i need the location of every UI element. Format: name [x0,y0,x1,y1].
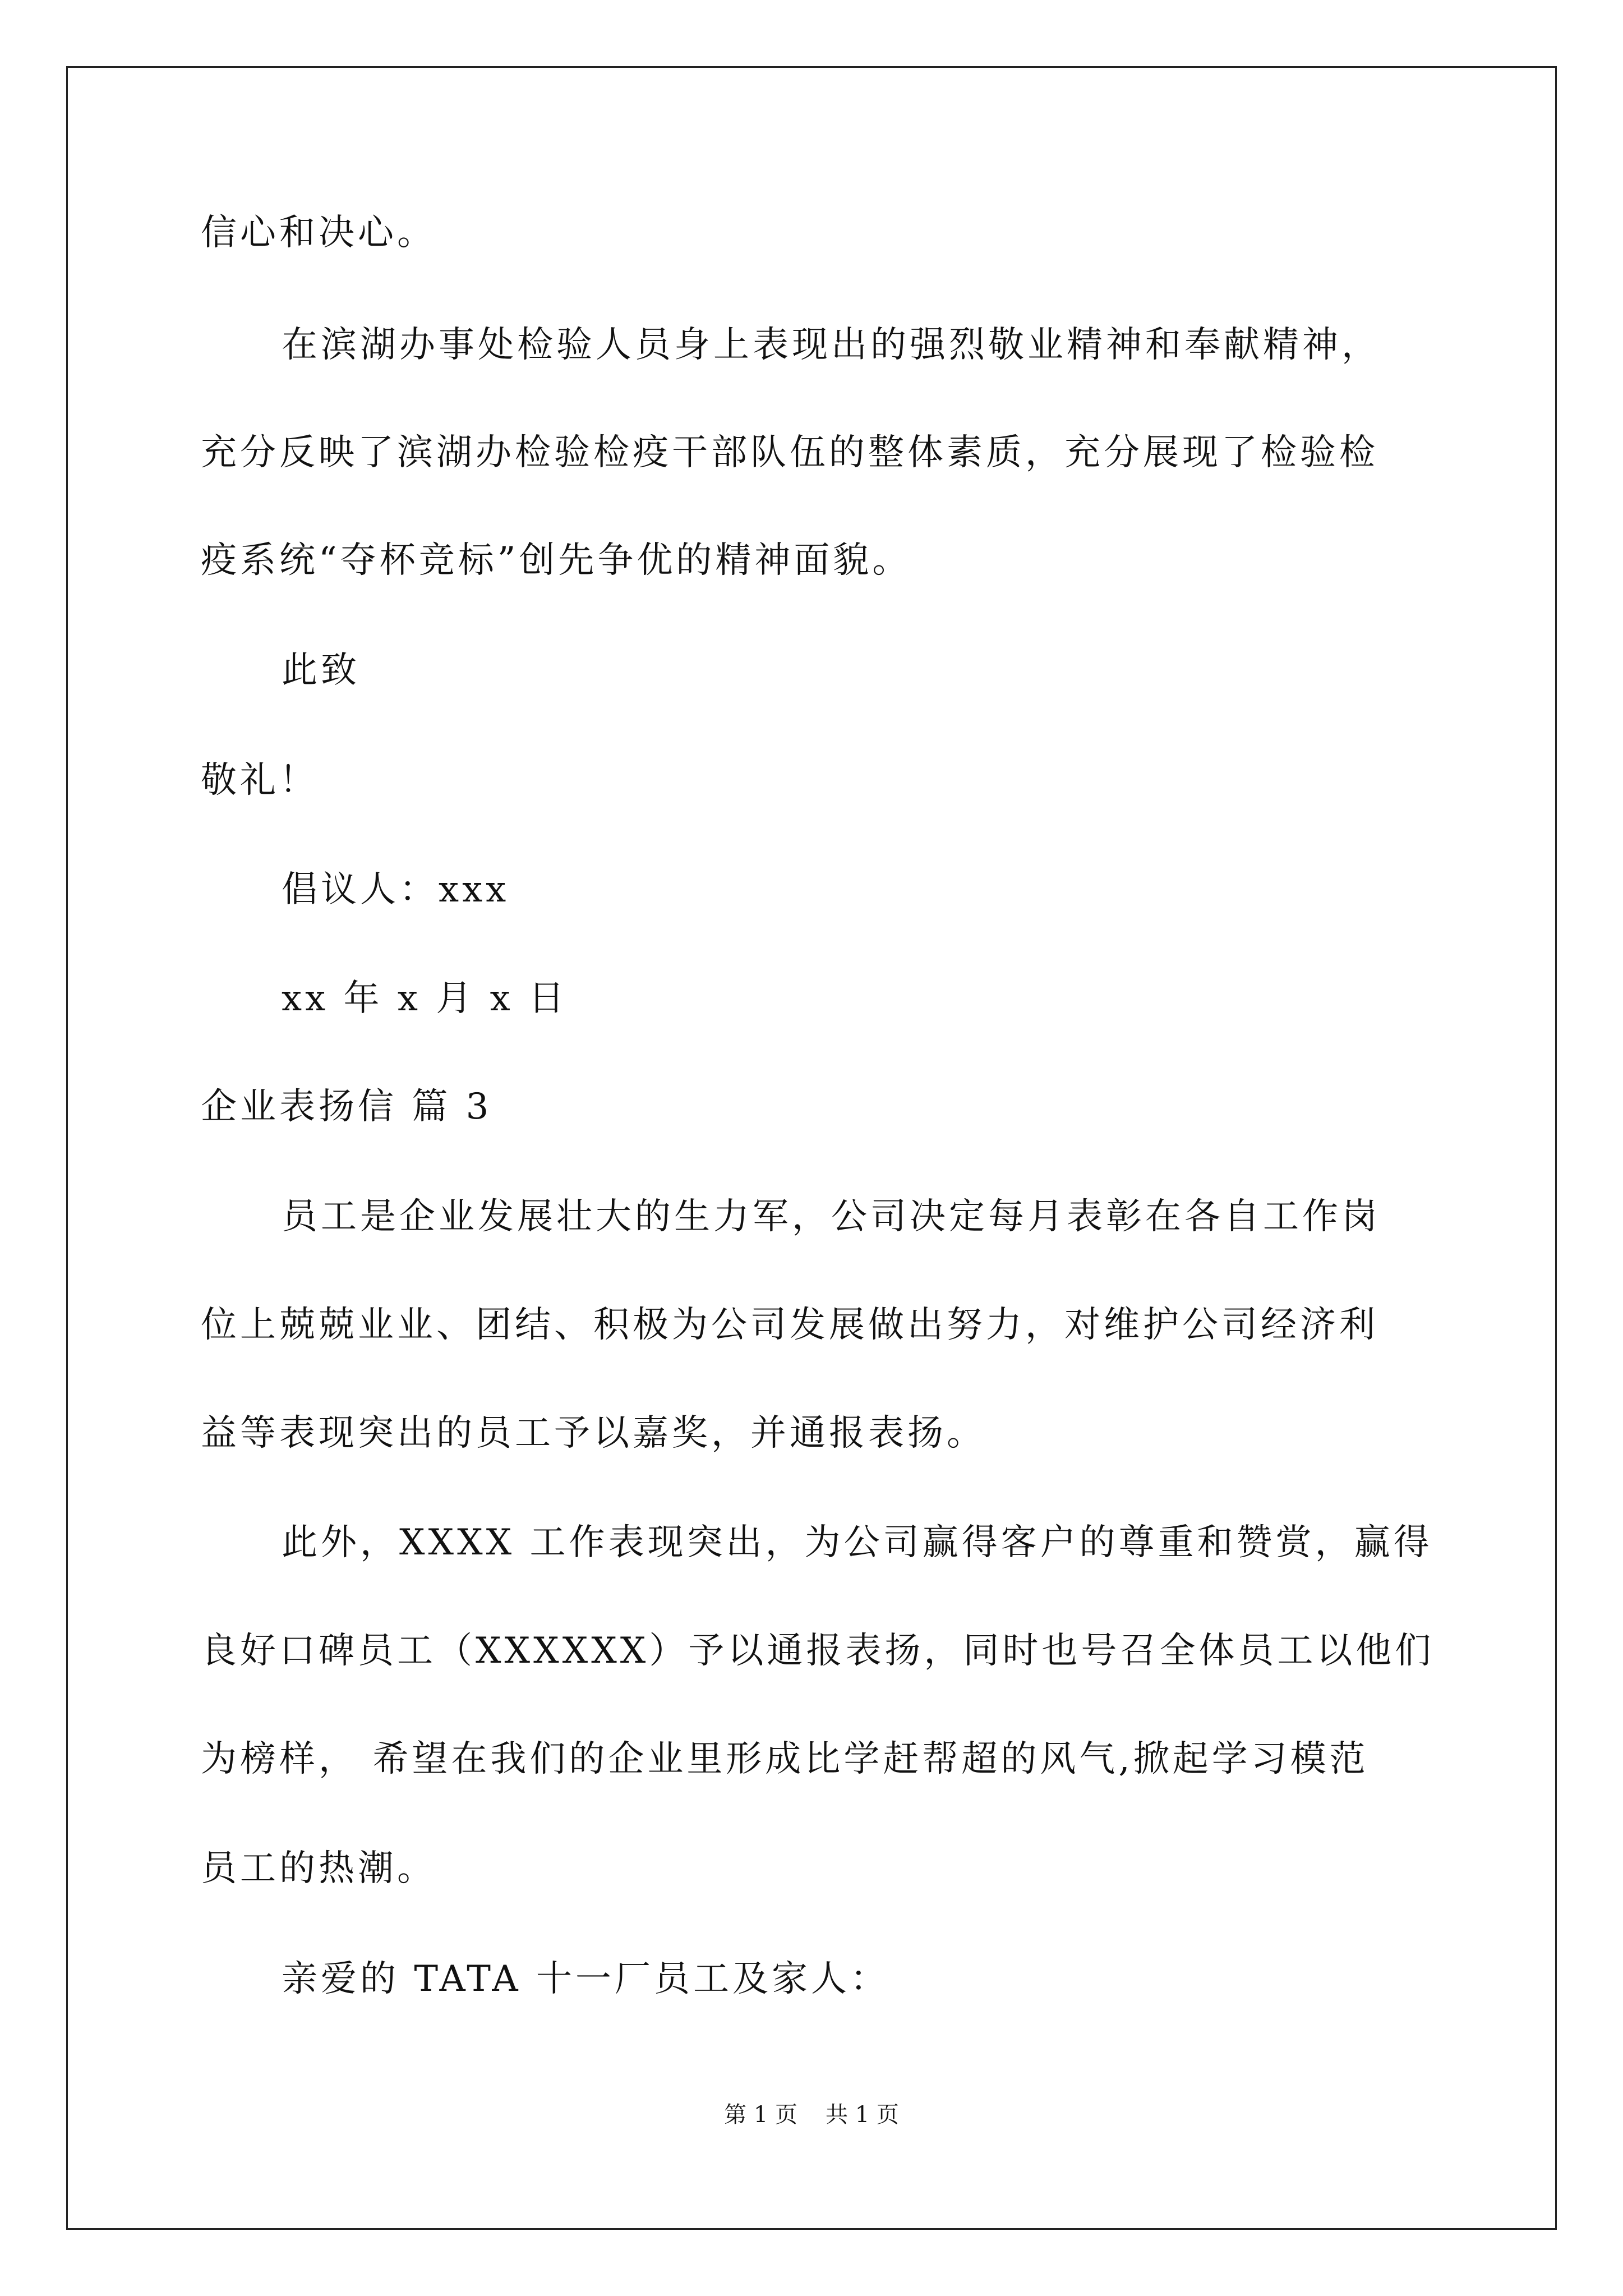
page-total: 共 1 页 [826,2102,899,2128]
date-line: xx 年 x 月 x 日 [282,978,568,1019]
section-heading: 企业表扬信 篇 3 [201,1086,492,1128]
page-number: 第 1 页 [724,2102,797,2128]
paragraph-line: 在滨湖办事处检验人员身上表现出的强烈敬业精神和奉献精神， [282,324,1381,366]
page-border [66,66,1557,2230]
greeting-line: 亲爱的 TATA 十一厂员工及家人： [282,1958,889,2000]
text-line: 充分反映了滨湖办检验检疫干部队伍的整体素质，充分展现了检验检 [201,432,1378,473]
paragraph-line: 此外，XXXX 工作表现突出，为公司赢得客户的尊重和赞赏，赢得 [282,1522,1433,1563]
closing-salutation: 此致 [282,650,360,691]
closing-regards: 敬礼！ [201,760,319,801]
text-line: 益等表现突出的员工予以嘉奖，并通报表扬。 [201,1412,986,1454]
text-line: 员工的热潮。 [201,1848,436,1889]
text-line: 信心和决心。 [201,212,436,254]
page-footer [0,2101,1623,2129]
text-line: 疫系统“夺杯竞标”创先争优的精神面貌。 [201,540,912,581]
signature-line: 倡议人：xxx [282,869,510,910]
text-line: 为榜样， 希望在我们的企业里形成比学赶帮超的风气,掀起学习模范 [201,1738,1369,1780]
text-line: 良好口碑员工（XXXXXX）予以通报表扬，同时也号召全体员工以他们 [201,1630,1435,1672]
text-line: 位上兢兢业业、团结、积极为公司发展做出努力，对维护公司经济利 [201,1304,1378,1346]
paragraph-line: 员工是企业发展壮大的生力军，公司决定每月表彰在各自工作岗 [282,1196,1381,1237]
